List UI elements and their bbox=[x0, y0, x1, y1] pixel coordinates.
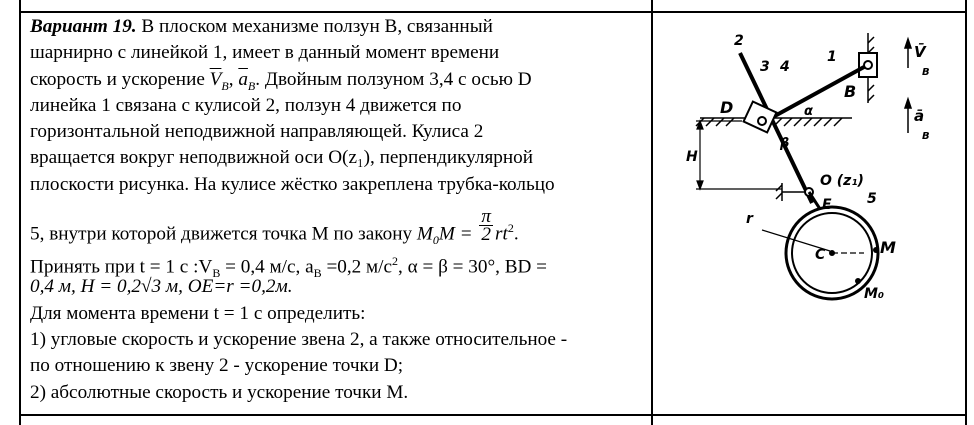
center-c bbox=[829, 250, 835, 256]
label-alpha: α bbox=[804, 104, 813, 119]
vb-symbol: $\overline{V}$ bbox=[209, 68, 222, 90]
variant-heading: Вариант 19. bbox=[30, 16, 137, 37]
problem-line-2-text: шарнирно с линейкой 1, имеет в данный момент времени bbox=[30, 42, 500, 64]
law-lhs: M bbox=[416, 223, 433, 245]
vector-ab bbox=[905, 99, 911, 133]
label-ab: ā bbox=[914, 107, 925, 125]
label-beta: β bbox=[780, 136, 790, 151]
problem-line-2 bbox=[30, 40, 642, 66]
label-point-m: M bbox=[880, 238, 896, 257]
link-2 bbox=[740, 53, 812, 203]
table-right-border bbox=[965, 0, 967, 425]
problem-line-5 bbox=[30, 119, 642, 145]
ab-sub: B bbox=[247, 78, 256, 93]
problem-line-12-text: 1) угловые скорость и ускорение звена 2, а также относительное - bbox=[30, 328, 568, 350]
label-vb-sub: B bbox=[922, 67, 930, 78]
problem-line-11-text: Для момента времени t = 1 c определить: bbox=[30, 302, 366, 324]
label-point-b: B bbox=[844, 82, 857, 101]
label-ab-sub: B bbox=[922, 131, 930, 142]
given-rest3: , α = β = 30°, BD = bbox=[398, 256, 547, 278]
table-bottom-border bbox=[19, 414, 967, 416]
given-rest1: = 0,4 м/c, a bbox=[220, 256, 314, 278]
joint-b bbox=[864, 61, 872, 69]
law-tail: rt bbox=[495, 223, 508, 245]
law-fraction bbox=[479, 205, 493, 245]
given-prefix: Принять при t = 1 c :V bbox=[30, 256, 213, 278]
vector-vb bbox=[905, 39, 911, 68]
problem-line-4-text: линейка 1 связана с кулисой 2, ползун 4 движется по bbox=[30, 94, 462, 116]
mechanism-diagram bbox=[652, 13, 965, 414]
given-rest2: =0,2 м/c bbox=[321, 256, 393, 278]
given-exp: 2 bbox=[392, 254, 399, 269]
label-point-e: E bbox=[822, 197, 832, 213]
problem-text bbox=[30, 14, 642, 406]
height-dimension bbox=[696, 121, 782, 189]
vb-sub: B bbox=[221, 78, 229, 93]
problem-line-6-text: вращается вокруг неподвижной оси O(z₁), перпендикулярной bbox=[30, 147, 534, 169]
point-m0 bbox=[855, 278, 861, 284]
problem-line-1 bbox=[30, 14, 642, 40]
problem-line-14-text: 2) абсолютные скорость и ускорение точки M. bbox=[30, 381, 409, 403]
problem-line-1-text: В плоском механизме ползун B, связанный bbox=[141, 16, 493, 37]
law-sub0: 0 bbox=[432, 233, 439, 248]
problem-line-3-tail: . Двойным ползуном 3,4 с осью D bbox=[255, 68, 532, 90]
problem-line-3-text: скорость и ускорение bbox=[30, 68, 205, 90]
given-vb-sub: B bbox=[212, 266, 221, 281]
problem-line-10-text: 0,4 м, H = 0,2√3 м, OE=r =0,2м. bbox=[30, 276, 293, 298]
label-radius: r bbox=[746, 211, 753, 227]
problem-line-13 bbox=[30, 353, 642, 379]
label-vb: V̄ bbox=[914, 43, 926, 61]
problem-line-14 bbox=[30, 380, 642, 406]
ab-symbol: $\overline{a}$ bbox=[238, 68, 248, 90]
law-denominator: 2 bbox=[481, 223, 491, 245]
problem-line-5-text: горизонтальной неподвижной направляющей. Кулиса 2 bbox=[30, 121, 484, 143]
problem-line-10 bbox=[30, 274, 642, 300]
problem-line-7-text: плоскости рисунка. На кулисе жёстко закреплена трубка-кольцо bbox=[30, 173, 555, 195]
law-exp: 2 bbox=[507, 221, 514, 236]
problem-line-8-text: 5, внутри которой движется точка M по закону bbox=[30, 223, 413, 245]
table-left-border bbox=[19, 0, 21, 425]
problem-line-11 bbox=[30, 301, 642, 327]
given-ab-sub: B bbox=[313, 266, 322, 281]
label-height-h: H bbox=[686, 149, 698, 165]
label-slider-3: 3 bbox=[760, 59, 770, 75]
joint-d bbox=[758, 117, 766, 125]
problem-line-6 bbox=[30, 145, 642, 171]
problem-line-8 bbox=[30, 198, 642, 248]
label-link-1: 1 bbox=[827, 49, 837, 65]
problem-line-12 bbox=[30, 327, 642, 353]
label-point-m0: M₀ bbox=[864, 286, 885, 302]
point-m bbox=[873, 247, 879, 253]
law-eq: M = bbox=[438, 223, 473, 245]
law-numerator: π bbox=[481, 205, 491, 227]
problem-line-13-text: по отношению к звену 2 - ускорение точки D; bbox=[30, 355, 404, 377]
label-center-c: C bbox=[815, 247, 826, 263]
label-point-o: O (z₁) bbox=[820, 173, 864, 189]
label-ring-5: 5 bbox=[867, 191, 877, 207]
label-slider-4: 4 bbox=[780, 59, 790, 75]
problem-line-9 bbox=[30, 248, 642, 281]
label-point-d: D bbox=[720, 98, 734, 117]
problem-line-7 bbox=[30, 172, 642, 198]
law-end: . bbox=[513, 223, 519, 245]
label-link-2: 2 bbox=[734, 33, 744, 49]
problem-line-4 bbox=[30, 93, 642, 119]
problem-line-3: скорость и ускорение $\overline{V}_B$, $\overline{a}_B$. Двойным ползуном 3,4 с осью D bbox=[30, 68, 532, 93]
